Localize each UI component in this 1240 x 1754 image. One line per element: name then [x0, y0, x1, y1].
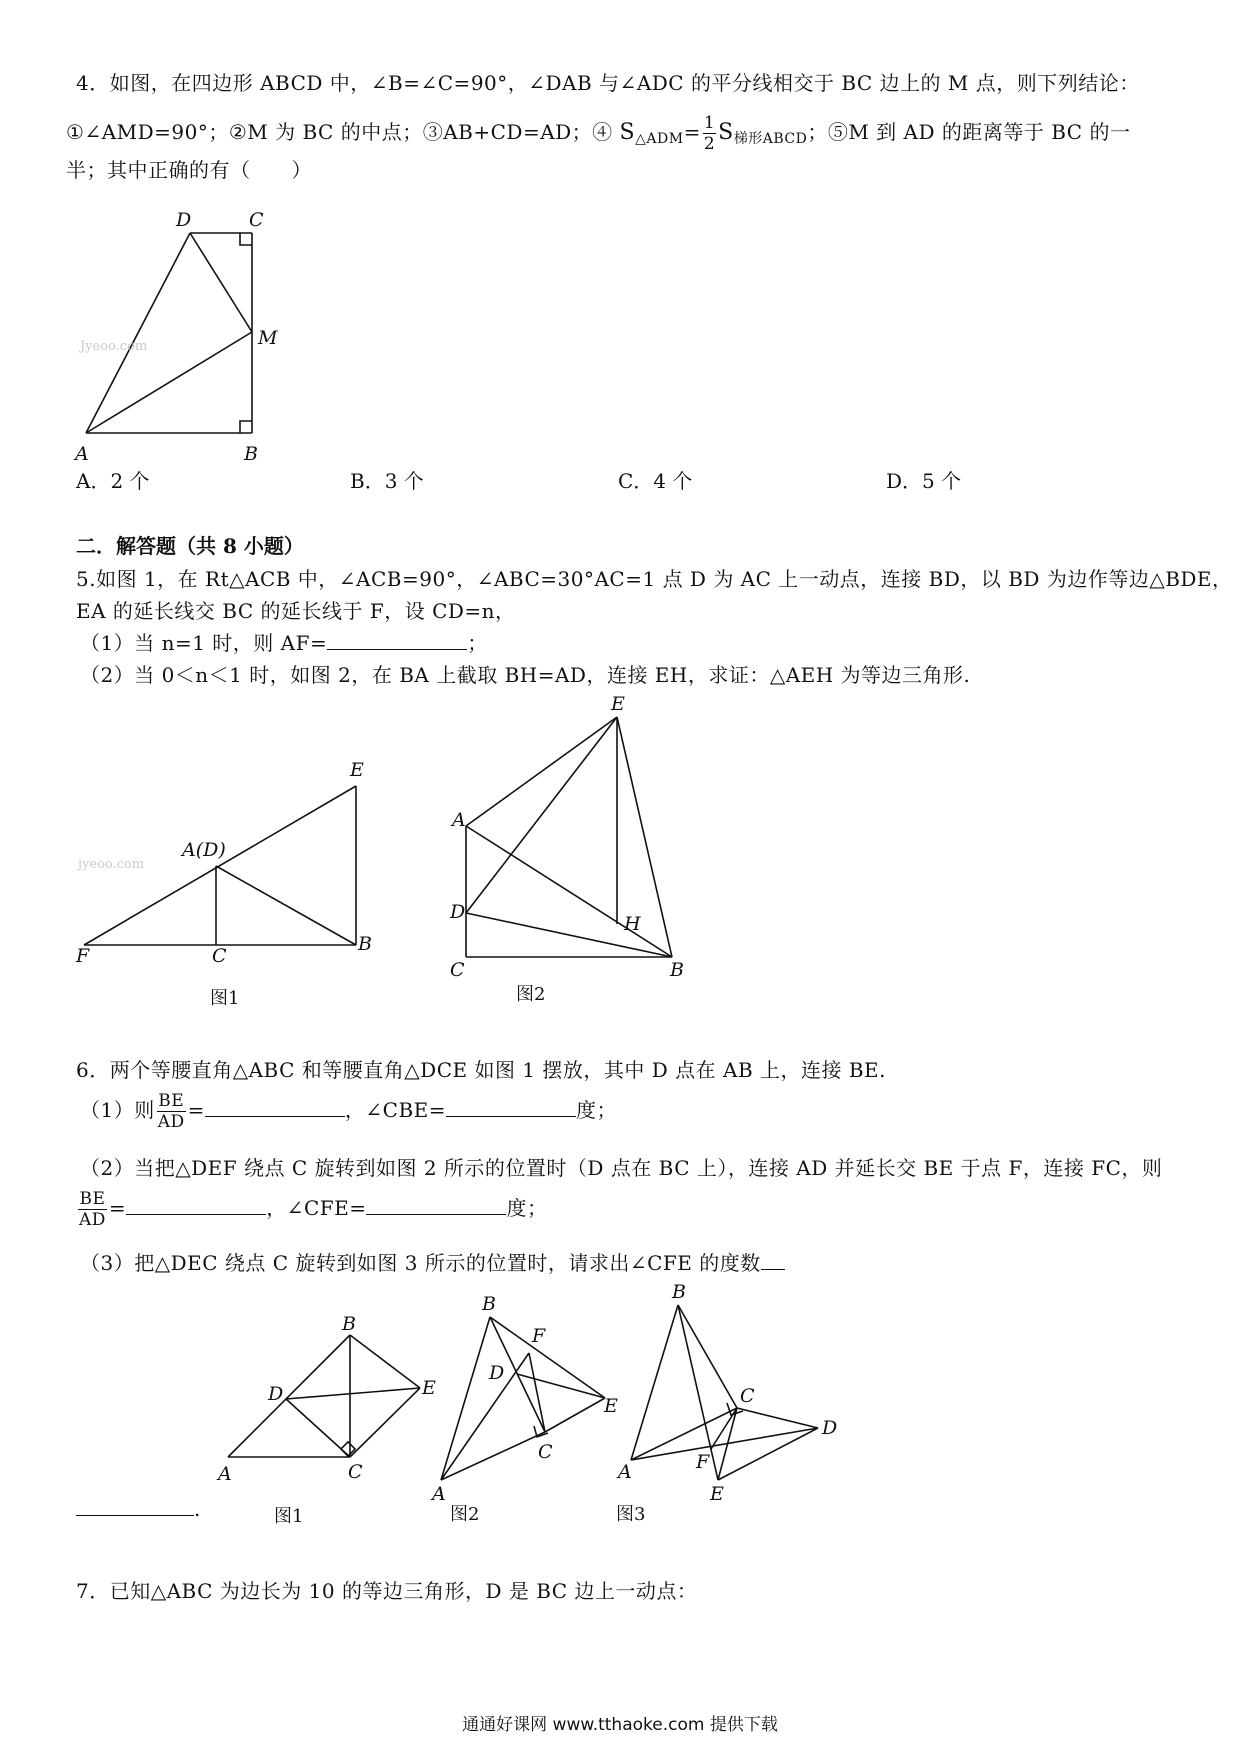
q6-part2-suffix: 度；	[506, 1196, 548, 1220]
q6-fig3-label-D: D	[822, 1417, 838, 1439]
q6-part2-line1: （2）当把△DEF 绕点 C 旋转到如图 2 所示的位置时（D 点在 BC 上），连接 AD 并延长交 BE 于点 F，连接 FC，则	[80, 1156, 1163, 1180]
q6-fig2-seg-FC	[529, 1353, 545, 1432]
q5-fig2-label-A: A	[452, 809, 466, 831]
q6-fig1-seg-BE	[350, 1335, 420, 1388]
q6-fig2-label-D: D	[489, 1362, 505, 1384]
q5-fig1-label-E: E	[350, 759, 364, 781]
q7-stem-line1: 7．已知△ABC 为边长为 10 的等边三角形，D 是 BC 边上一动点：	[76, 1579, 698, 1603]
q5-fig1-label-F: F	[76, 945, 90, 967]
q5-part1-prefix: （1）当 n=1 时，则 AF=	[80, 631, 328, 655]
q6-fig1-seg-EC	[350, 1388, 420, 1457]
q4-area-symbol: S	[619, 120, 636, 145]
q4-area-subscript: △ADM	[635, 131, 684, 147]
q5-fig1-label-AD: A(D)	[182, 839, 226, 861]
q4-label-B: B	[244, 443, 258, 465]
q5-fig1-caption: 图1	[210, 988, 240, 1009]
q6-fig3-label-E: E	[710, 1483, 724, 1505]
q6-final-answer	[76, 1496, 201, 1522]
q4-option-a: A．2 个	[76, 469, 150, 493]
q6-fig2-label-F: F	[532, 1325, 546, 1347]
q6-fig1-label-A: A	[218, 1463, 232, 1485]
q5-fig1-label-B: B	[358, 933, 372, 955]
q6-fig1-seg-DE	[286, 1388, 420, 1399]
q5-part2: （2）当 0＜n＜1 时，如图 2，在 BA 上截取 BH=AD，连接 EH，求证：△AEH 为等边三角形.	[80, 663, 971, 687]
q6-final-answer-blank[interactable]	[76, 1497, 194, 1516]
q4-fraction-denominator: 2	[703, 134, 716, 154]
q6-fig3-label-A: A	[618, 1461, 632, 1483]
q4-option-c: C．4 个	[618, 469, 693, 493]
q4-fraction-numerator: 1	[703, 113, 716, 133]
q6-fig1-label-B: B	[342, 1313, 356, 1335]
q6-part2-equals: =	[108, 1196, 127, 1220]
q5-fig2-label-C: C	[450, 959, 465, 981]
q5-fig2-caption: 图2	[516, 984, 546, 1005]
q6-stem-line1: 6．两个等腰直角△ABC 和等腰直角△DCE 如图 1 摆放，其中 D 点在 AB 上，连接 BE.	[76, 1058, 887, 1082]
q6-fig3-label-F: F	[696, 1451, 710, 1473]
q4-stem-line1: 4．如图，在四边形 ABCD 中，∠B=∠C=90°，∠DAB 与∠ADC 的平分线相交于 BC 边上的 M 点，则下列结论：	[76, 71, 1140, 95]
q6-part2-fraction-denominator: AD	[79, 1210, 106, 1230]
q6-fig2-label-C: C	[538, 1441, 553, 1463]
q6-part1-prefix: （1）则	[80, 1098, 155, 1122]
q6-fig1-seg-DC	[286, 1399, 350, 1457]
q5-stem-line2: EA 的延长线交 BC 的延长线于 F，设 CD=n，	[76, 599, 516, 623]
q6-fig2-seg-BE	[490, 1317, 605, 1398]
q6-part1-equals: =	[187, 1098, 205, 1122]
q4-equals: =	[683, 120, 701, 144]
q6-fig3-caption: 图3	[616, 1504, 646, 1525]
q6-fig2-seg-AC	[441, 1432, 545, 1480]
q6-fig2-caption: 图2	[450, 1504, 480, 1525]
q6-fig1-label-C: C	[348, 1461, 363, 1483]
q6-fig2-label-B: B	[482, 1293, 496, 1315]
q4-option-d: D．5 个	[886, 469, 962, 493]
q6-fig2-seg-DE	[517, 1374, 605, 1398]
q5-fig1-watermark: jyeoo.com	[78, 857, 145, 872]
q6-fig3-lines	[631, 1305, 818, 1480]
q6-fig3-label-B: B	[672, 1281, 686, 1303]
q6-part3-text: （3）把△DEC 绕点 C 旋转到如图 3 所示的位置时，请求出∠CFE 的度数	[80, 1251, 761, 1275]
q6-fig2-seg-CE	[545, 1398, 605, 1432]
q6-fig2-seg-BA	[441, 1317, 490, 1480]
q6-fig3-label-C: C	[740, 1385, 755, 1407]
q4-label-C: C	[249, 209, 264, 231]
q4-stem-line3: 半；其中正确的有（ ）	[66, 158, 312, 182]
q4-conclusion-5: ；⑤M 到 AD 的距离等于 BC 的一	[807, 120, 1131, 144]
q6-fig1-lines	[228, 1335, 420, 1457]
q4-option-b: B．3 个	[350, 469, 424, 493]
q6-fig3-seg-BA	[631, 1305, 678, 1460]
q4-trapezoid-subscript: 梯形ABCD	[733, 131, 808, 147]
q6-part1-angle-label: ，∠CBE=	[344, 1098, 447, 1122]
q6-fig3-seg-CD	[737, 1408, 818, 1428]
q5-fig2-label-H: H	[624, 913, 641, 935]
q4-trapezoid-area-symbol: S	[718, 120, 734, 145]
q6-part2-fraction-numerator: BE	[79, 1189, 106, 1209]
page-footer: 通通好课网 www.tthaoke.com 提供下载	[462, 1715, 778, 1735]
q5-part1-suffix: ；	[467, 631, 488, 655]
q5-fig2-label-B: B	[670, 959, 684, 981]
q6-fig1-label-E: E	[422, 1377, 436, 1399]
section-heading: 二．解答题（共 8 小题）	[76, 534, 304, 558]
q6-part1-fraction-denominator: AD	[157, 1112, 185, 1132]
q5-fig2-label-E: E	[611, 693, 625, 715]
q6-fig2-lines	[441, 1317, 605, 1480]
q6-part2-angle-label: ，∠CFE=	[266, 1196, 367, 1220]
q4-label-M: M	[258, 327, 278, 349]
q6-fig1-caption: 图1	[274, 1506, 304, 1527]
q4-label-D: D	[176, 209, 192, 231]
q6-fig3-seg-BC	[678, 1305, 737, 1408]
q6-part1-suffix: 度；	[576, 1098, 618, 1122]
q6-final-period: .	[194, 1497, 201, 1521]
q5-fig2-label-D: D	[450, 901, 466, 923]
q6-fig2-label-E: E	[604, 1395, 618, 1417]
q5-fig1-label-C: C	[212, 945, 227, 967]
q6-part1-fraction-numerator: BE	[158, 1091, 185, 1111]
q6-fig1-label-D: D	[268, 1383, 284, 1405]
q6-fig2-label-A: A	[432, 1483, 446, 1505]
q6-fig2-seg-AF	[441, 1353, 529, 1480]
q4-conclusions-1-3: ①∠AMD=90°；②M 为 BC 的中点；③AB+CD=AD；④	[66, 120, 620, 144]
q5-stem-line1: 5.如图 1，在 Rt△ACB 中，∠ACB=90°，∠ABC=30°AC=1 点 D 为 AC 上一动点，连接 BD，以 BD 为边作等边△BDE，	[76, 567, 1233, 591]
q4-label-A: A	[75, 443, 89, 465]
q4-watermark: Jyeoo.com	[80, 339, 148, 354]
